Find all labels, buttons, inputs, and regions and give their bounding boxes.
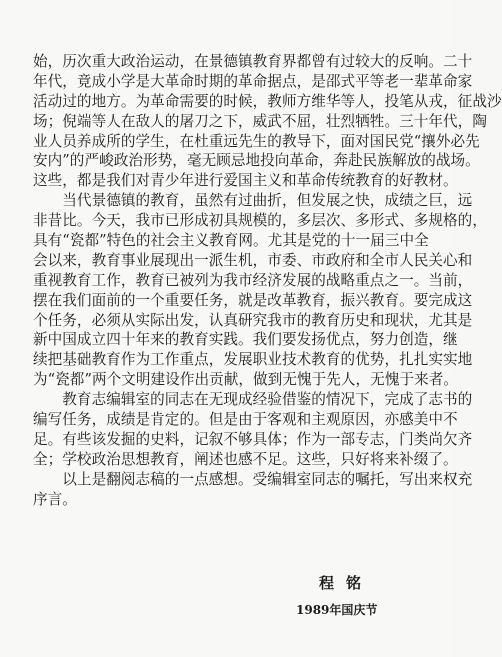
text-line: 续把基础教育作为工作重点，发展职业技术教育的优势，扎扎实实地	[33, 351, 473, 369]
text-line: 安内”的严峻政治形势，毫无顾忌地投向革命，奔赴民族解放的战场。	[33, 152, 480, 170]
text-line: 活动过的地方。为革命需要的时候，教师方维华等人，投笔从戎，征战沙	[33, 92, 502, 110]
text-line: 全；学校政治思想教育，阐述也感不足。这些，只好将来补缀了。	[33, 450, 458, 468]
text-line: 足。有些该发掘的史料，记叙不够具体；作为一部专志，门类尚欠齐	[33, 430, 473, 448]
text-line: 业人员养成所的学生，在杜重远先生的教导下，面对国民党“攘外必先	[33, 132, 480, 150]
text-line: 以上是翻阅志稿的一点感想。受编辑室同志的嘱托，写出来权充	[33, 470, 473, 488]
text-line: 场；倪端等人在敌人的屠刀之下，威武不屈，壮烈牺牲。三十年代，陶	[33, 112, 487, 130]
text-line: 始，历次重大政治运动，在景德镇教育界都曾有过较大的反响。二十	[33, 53, 473, 70]
text-line: 新中国成立四十年来的教育实践。我们要发扬优点，努力创造，继	[33, 331, 458, 349]
text-line: 非昔比。今天，我市已形成初具规模的，多层次、多形式、多规格的，	[33, 212, 487, 230]
author-signature: 程铭	[319, 574, 374, 592]
text-line: 为“瓷都”两个文明建设作出贡献，做到无愧于先人，无愧于来者。	[33, 371, 459, 389]
text-line: 年代，竟成小学是大革命时期的革命据点，是邵式平等老一辈革命家	[33, 72, 473, 90]
preface-body	[33, 52, 502, 509]
text-line: 序言。	[33, 490, 77, 508]
date-line: 1989年国庆节	[296, 603, 378, 617]
text-line: 重视教育工作，教育已被列为我市经济发展的战略重点之一。当前，	[33, 271, 473, 289]
text-line: 这些，都是我们对青少年进行爱国主义和革命传统教育的好教材。	[33, 172, 458, 190]
text-line: 教育志编辑室的同志在无现成经验借鉴的情况下，完成了志书的	[33, 391, 473, 409]
text-line: 编写任务，成绩是肯定的。但是由于客观和主观原因，亦感美中不	[33, 411, 458, 429]
text-line: 当代景德镇的教育，虽然有过曲折，但发展之快，成绩之巨，远	[33, 192, 473, 210]
text-line: 个任务，必须从实际出发，认真研究我市的教育历史和现状，尤其是	[33, 311, 473, 329]
text-line: 具有“瓷都”特色的社会主义教育网。尤其是党的十一届三中全	[33, 232, 429, 250]
text-line: 会以来，教育事业展现出一派生机，市委、市政府和全市人民关心和	[33, 251, 473, 269]
text-line: 摆在我们面前的一个重要任务，就是改革教育，振兴教育。要完成这	[33, 291, 473, 309]
